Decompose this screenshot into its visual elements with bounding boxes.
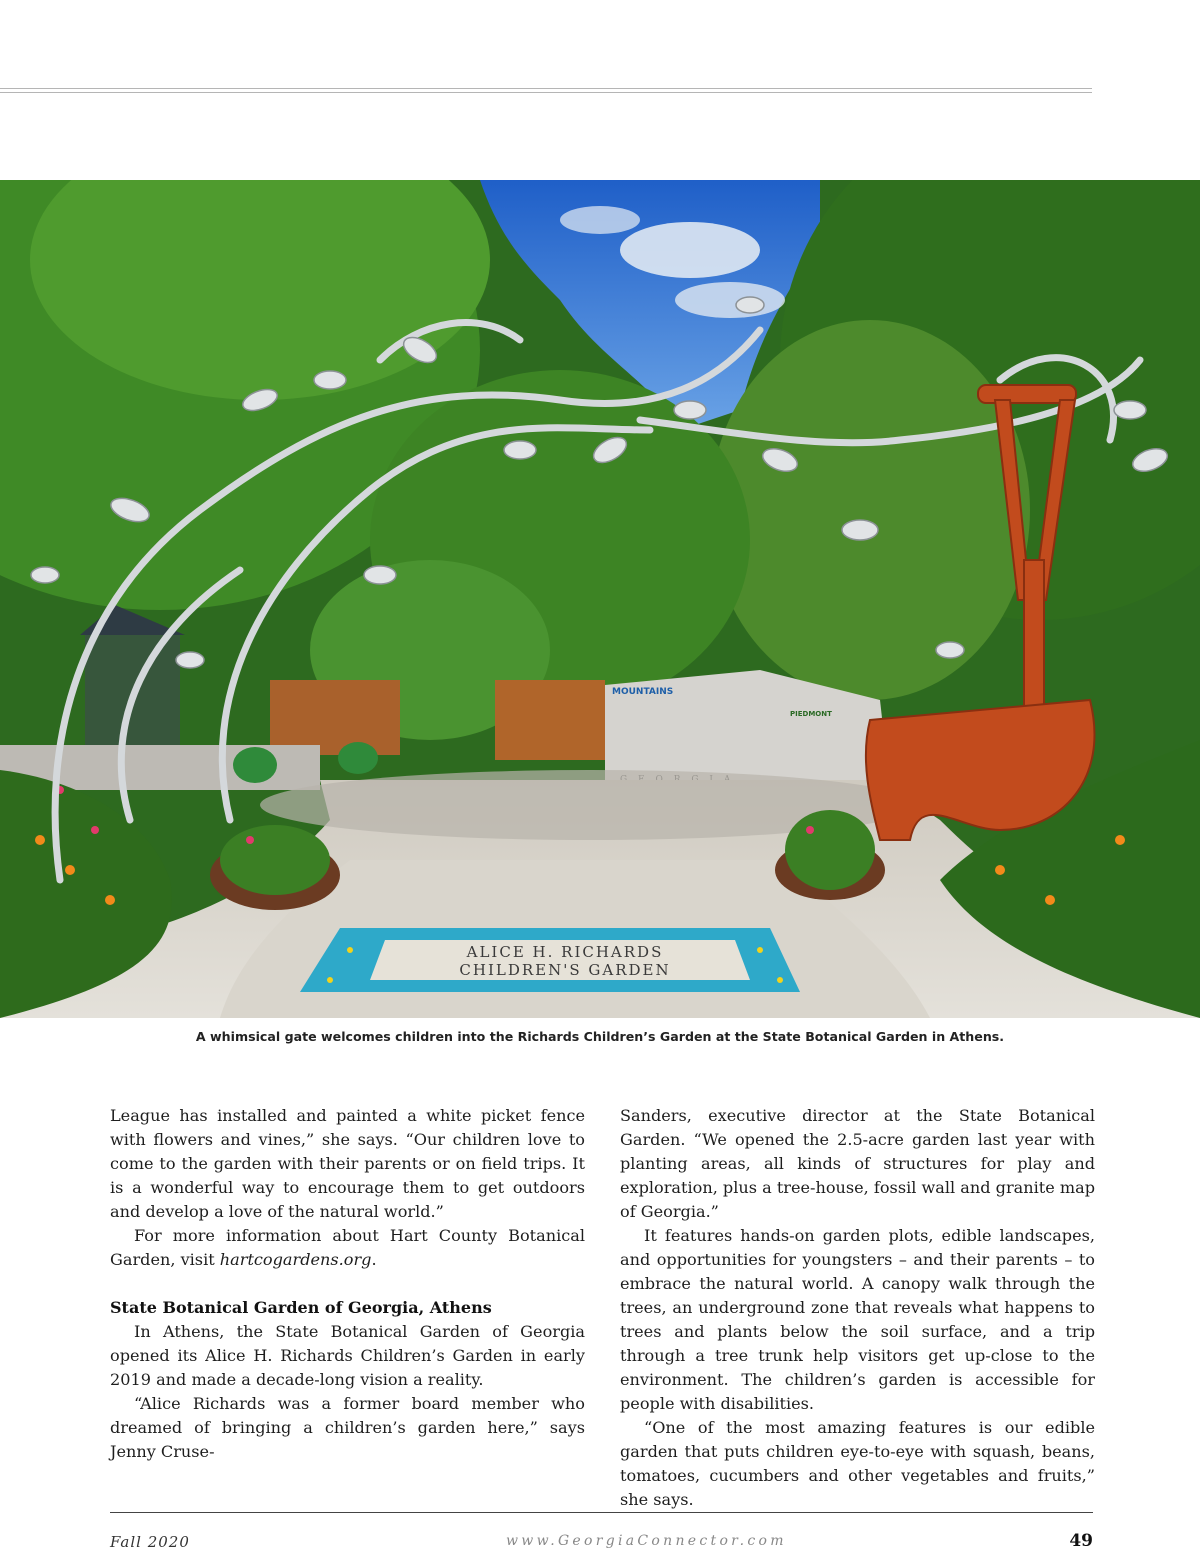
garden-gate-photo (0, 180, 1200, 1018)
paragraph (110, 1224, 585, 1272)
paragraph: In Athens, the State Botanical Garden of Georgia opened its Alice H. Richards Children’s Garden in early 2019 and made a decade-long vision a reality. (110, 1322, 585, 1389)
paragraph: Sanders, executive director at the State Botanical Garden. “We opened the 2.5-acre garden last year with planting areas, all kinds of structures for play and exploration, plus a tree-house, fossil wall and granite map of Georgia.” (620, 1106, 1096, 1221)
photo-caption: A whimsical gate welcomes children into the Richards Children’s Garden at the State Botanical Garden in Athens. (195, 1029, 1005, 1044)
footer-season: Fall 2020 (110, 1533, 190, 1551)
paragraph: “One of the most amazing features is our edible garden that puts children eye-to-eye with squash, beans, tomatoes, cucumbers and other vegetables and fruits,” she says. (620, 1418, 1095, 1509)
paragraph: League has installed and painted a white picket fence with flowers and vines,” she says. “Our children love to come to the garden with their parents or on field trips. It is a wonderful way to encourage them to get outdoors and develop a love of the natural world.” (110, 1106, 585, 1221)
footer-rule (110, 1512, 1093, 1513)
paragraph: “Alice Richards was a former board member who dreamed of bringing a children’s garden here,” says Jenny Cruse- (110, 1394, 585, 1461)
page-number: 49 (1069, 1531, 1093, 1551)
wall-label-piedmont: PIEDMONT (790, 710, 832, 718)
section-heading: State Botanical Garden of Georgia, Athens (110, 1298, 492, 1317)
paragraph: It features hands-on garden plots, edible landscapes, and opportunities for youngsters – and their parents – to embrace the natural world. A canopy walk through the trees, an underground zone that reveals what happens to trees and plants below the soil surface, and a trip through a tree trunk help visitors get up-close to the environment. The children’s garden is accessible for people with disabilities. (620, 1226, 1095, 1413)
wall-label-mountains: MOUNTAINS (612, 687, 674, 697)
footer-website[interactable]: www.GeorgiaConnector.com (506, 1533, 787, 1549)
left-column (110, 1104, 585, 1464)
header-rules (0, 88, 1092, 96)
right-column (620, 1104, 1095, 1512)
website-link[interactable]: hartcogardens.org (219, 1250, 372, 1269)
sign-text-line2: CHILDREN'S GARDEN (459, 961, 671, 979)
paragraph-text: For more information about Hart County Botanical Garden, visit (110, 1226, 585, 1269)
paragraph-end: . (371, 1250, 377, 1269)
sign-text-line1: ALICE H. RICHARDS (466, 943, 664, 961)
